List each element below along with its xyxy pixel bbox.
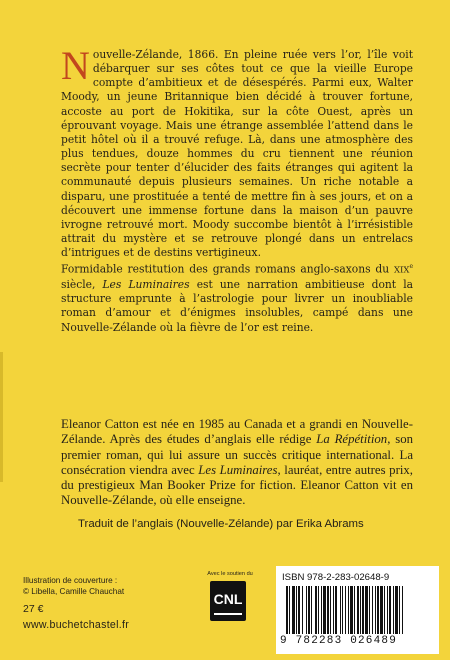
barcode-bar — [311, 586, 312, 634]
barcode-bar — [387, 586, 388, 634]
barcode-bar — [399, 586, 400, 634]
century-numeral: XIX — [393, 265, 410, 276]
barcode-bar — [375, 586, 376, 634]
cnl-caption: Avec le soutien du — [207, 571, 253, 577]
publisher-website[interactable]: www.buchetchastel.fr — [23, 619, 130, 631]
barcode-bar — [365, 586, 368, 634]
isbn-label: ISBN 978-2-283-02648-9 — [282, 572, 390, 583]
barcode-bar — [306, 586, 307, 634]
barcode-panel — [276, 566, 439, 654]
bio-title-2: Les Luminaires — [198, 462, 278, 477]
barcode-bar — [340, 586, 341, 634]
barcode-bar — [362, 586, 364, 634]
cover-crease — [0, 352, 3, 482]
cnl-support — [198, 571, 262, 647]
book-title: Les Luminaires — [102, 278, 190, 292]
price: 27 € — [23, 603, 44, 615]
bio-part-2: , son premier roman, qui lui assure un succès critique international. La consécration viendra avec — [61, 432, 414, 477]
barcode-bar — [345, 586, 346, 634]
bio-part-3: , lauréat, entre autres prix, du prestigieux Man Booker Prize for fiction. Eleanor Catton vit en Nouvelle-Zélande, où elle enseigne. — [61, 462, 413, 508]
barcode-bar — [330, 586, 331, 634]
barcode-bar — [372, 586, 373, 634]
barcode-bar — [369, 586, 370, 634]
author-bio — [61, 417, 413, 509]
barcode-bar — [308, 586, 310, 634]
barcode-bar — [315, 586, 317, 634]
barcode-bar — [302, 586, 303, 634]
cnl-logo-text: CNL — [213, 591, 243, 607]
blurb-paragraph-1 — [61, 43, 413, 260]
barcode-bar — [348, 586, 349, 634]
barcode-bar — [323, 586, 326, 634]
barcode-bar — [389, 586, 391, 634]
barcode-bar — [335, 586, 337, 634]
barcode-bar — [384, 586, 385, 634]
blurb-p2-mid: siècle, — [61, 278, 103, 292]
illustration-credits — [23, 576, 173, 597]
blurb-paragraph-1-text: ouvelle-Zélande, 1866. En pleine ruée vers l’or, l’île voit débarquer sur ses côtes tout ce que la vieille Europe compte d’ambitieux et de désespérés. Parmi eux, Walter Moody, un jeune Britannique bien décidé à trouver fortune, accoste au port de Hokitika, sur la côte Ouest, après un éprouvant voyage. Mais une étrange assemblée l’attend dans le petit hôtel où il a trouvé refuge. Là, dans une atmosphère des plus tendues, douze hommes du cru tiennent une réunion secrète pour tenter d’élucider des faits étranges qui agitent la communauté depuis plusieurs semaines. Un riche notable a disparu, une prostituée a tenté de mettre fin à ses jours, et on a découvert une immense fortune dans la maison d’un pauvre ivrogne retrouvé mort. Moody succombe bientôt à l’irrésistible attrait du mystère et se retrouve plongé dans un entrelacs d’intrigues et de destins vertigineux. — [61, 48, 413, 260]
barcode-bar — [350, 586, 353, 634]
barcode-bar — [286, 586, 288, 634]
cnl-logo-icon — [210, 581, 246, 621]
barcode-bar — [318, 586, 319, 634]
cnl-logo-bar — [214, 613, 242, 615]
blurb-paragraph-2 — [61, 260, 413, 334]
bio-part-1: Eleanor Catton est née en 1985 au Canada et a grandi en Nouvelle-Zélande. Après des études d’anglais elle rédige — [61, 417, 413, 447]
barcode-bar — [342, 586, 343, 634]
translator-credit: Traduit de l’anglais (Nouvelle-Zélande) par Erika Abrams — [78, 518, 364, 530]
blurb-p2-end: est une narration ambitieuse dont la structure emprunte à l’astrologie pour livrer un inoubliable roman d’amour et d’énigmes insolubles, campé dans une Nouvelle-Zélande où la fièvre de l’or est reine. — [61, 278, 413, 334]
barcode-bar — [395, 586, 398, 634]
barcode-bar — [402, 586, 403, 634]
barcode-bar — [393, 586, 394, 634]
barcode-bar — [298, 586, 300, 634]
credits-line-1: Illustration de couverture : — [23, 576, 118, 585]
book-blurb — [61, 43, 413, 335]
barcode-bar — [380, 586, 383, 634]
barcode-icon — [284, 586, 432, 636]
barcode-bar — [296, 586, 297, 634]
credits-line-2: © Libella, Camille Chauchat — [23, 586, 125, 596]
barcode-bar — [354, 586, 355, 634]
barcode-bar — [333, 586, 334, 634]
barcode-bar — [321, 586, 322, 634]
barcode-bar — [292, 586, 295, 634]
century-superscript: e — [409, 263, 413, 271]
barcode-bar — [357, 586, 359, 634]
barcode-bar — [327, 586, 329, 634]
drop-cap: N — [61, 43, 90, 88]
blurb-p2-start: Formidable restitution des grands romans anglo-saxons du — [61, 262, 394, 276]
barcode-bar — [289, 586, 290, 634]
ean-number: 9 782283 026489 — [280, 635, 398, 647]
barcode-bar — [377, 586, 379, 634]
bio-title-1: La Répétition — [316, 432, 388, 447]
barcode-bar — [360, 586, 361, 634]
